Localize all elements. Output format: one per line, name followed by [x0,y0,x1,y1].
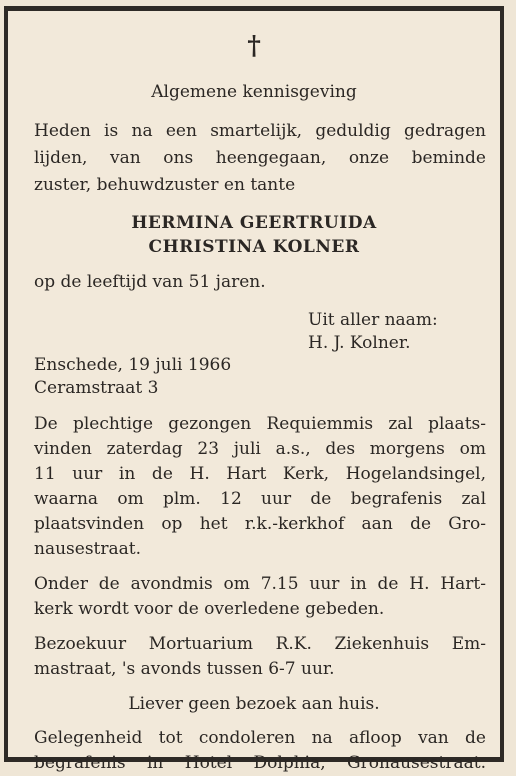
intro-line-3: zuster, behuwdzuster en tante [34,175,296,195]
evening-mass-line-1: Onder de avondmis om 7.15 uur in de H. Hart- [34,574,486,594]
requiem-line-5: plaatsvinden op het r.k.-kerkhof aan de Gro- [34,514,486,534]
address: Ceramstraat 3 [34,378,159,398]
requiem-line-4: waarna om plm. 12 uur de begrafenis zal [34,489,486,509]
cross-icon: † [247,31,261,61]
requiem-line-2: vinden zaterdag 23 juli a.s., des morgens om [34,439,486,459]
place-date: Enschede, 19 juli 1966 [34,355,232,375]
condolence-line-2: begrafenis in Hotel Dolphia, Gronausestraat. [34,753,486,773]
signature-line-1: Uit aller naam: [308,310,438,330]
condolence-line-1: Gelegenheid tot condoleren na afloop van de [34,728,486,748]
requiem-line-1: De plechtige gezongen Requiemmis zal plaats- [34,414,486,434]
death-notice [4,6,504,773]
age-line: op de leeftijd van 51 jaren. [34,272,266,292]
signature-line-2: H. J. Kolner. [308,333,411,353]
intro-line-1: Heden is na een smartelijk, geduldig gedragen [34,121,486,141]
no-visit-line: Liever geen bezoek aan huis. [128,694,380,714]
intro-line-2: lijden, van ons heengegaan, onze beminde [34,148,486,168]
visiting-line-1: Bezoekuur Mortuarium R.K. Ziekenhuis Em- [34,634,486,654]
deceased-name-line-1: HERMINA GEERTRUIDA [131,213,377,233]
requiem-line-6: nausestraat. [34,539,142,559]
requiem-line-3: 11 uur in de H. Hart Kerk, Hogelandsingel, [34,464,486,484]
visiting-line-2: mastraat, 's avonds tussen 6-7 uur. [34,659,335,679]
notice-heading: Algemene kennisgeving [151,82,357,102]
deceased-name-line-2: CHRISTINA KOLNER [148,237,360,257]
evening-mass-line-2: kerk wordt voor de overledene gebeden. [34,599,385,619]
